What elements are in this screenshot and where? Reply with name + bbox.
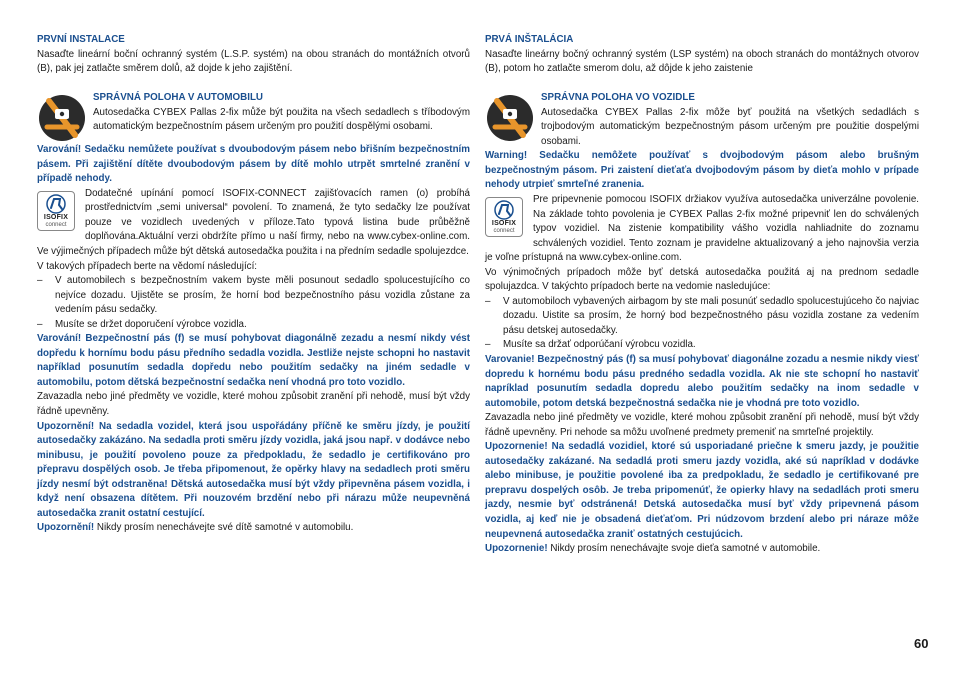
cz-isofix-block xyxy=(37,187,470,260)
sk-isofix-block xyxy=(485,193,919,266)
cz-isofix-text: Dodatečné upínání pomocí ISOFIX-CONNECT zajišťovacích ramen (o) probíhá prostřednictvím „semi universal“ povolení. To znamená, že tyto sedačky lze používat pouze ve vozidlech uvedených v příloze.Tato typová listina bude průběžně doplňována.Aktuální verzi obdržíte přímo u naší firmy, nebo na www.cybex-online.com. Ve výjimečných případech může být dětská autosedačka použita i na předním sedadle spolujezdce. xyxy=(37,187,470,257)
sk-warning-belt-path: Varovanie! Bezpečnostný pás (f) sa musí pohybovať diagonálne zozadu a nesmie nikdy viesť dopredu k hornému bodu pásu predného sedadla vozidla. Ak nie ste schopní ho nastaviť napríklad posunutím sedadla dopredu alebo použitím sedačky na inom sedadle v automobile, potom detská bezpečnostná sedačka nie je vhodná pre toto vozidlo. xyxy=(485,353,919,409)
isofix-connect-icon xyxy=(37,191,75,231)
sk-warning-two-point: Warning! Sedačku nemôžete používať s dvojbodovým pásom alebo brušným bezpečnostným pásom. Pri zaistení dieťaťa dvojbodovým pásom by dieťa mohlo v prípade nehody utrpieť smrteľné zranenia. xyxy=(485,150,919,191)
list-item: – V automobiloch vybavených airbagom by ste mali posunúť sedadlo spolucestujúceho čo najviac dozadu. Uistite sa prosím, že horný bod bezpečnostného pásu vozidla zostane za vedením pásu detskej autosedačky. xyxy=(485,295,919,336)
seatbelt-icon xyxy=(37,93,87,143)
slovak-column xyxy=(485,33,919,557)
sk-position-block xyxy=(485,91,919,149)
isofix-sub-label: connect xyxy=(45,221,67,228)
cz-warning-belt-path: Varování! Bezpečnostní pás (f) se musí pohybovat diagonálně zezadu a nesmí nikdy vést dopředu k hornímu bodu pásu předního sedadla vozidla. Jestliže nejste schopni ho nastavit například posunutím sedadla dopředu nebo použitím sedačky na jiném sedadle v automobilu, potom dětská bezpečnostní sedačka není vhodná pro toto vozidlo. xyxy=(37,333,470,388)
page-number: 60 xyxy=(914,636,929,651)
sk-isofix-text: Pre pripevnenie pomocou ISOFIX držiakov využíva autosedačka univerzálne povolenie. Na základe tohto povolenia je CYBEX Pallas 2-fix možné pripevniť len do schválených typov vozidiel. Na zistenie kompatibility vášho vozidla nahliadnite do zoznamu schválených vozidiel. Tento zoznam je pravidelne aktualizovaný a jeho najnovšia verzia je voľne prístupná na www.cybex-online.com. xyxy=(485,193,919,264)
sk-position-heading: SPRÁVNA POLOHA VO VOZIDLE xyxy=(541,92,695,104)
czech-column xyxy=(37,33,470,536)
seatbelt-icon xyxy=(485,93,535,143)
cz-section-title: PRVNÍ INSTALACE xyxy=(37,34,125,45)
sk-cases-text: Vo výnimočných prípadoch môže byť detská autosedačka použitá aj na prednom sedadle spolujazdca. V takýchto prípadoch berte na vedomie nasledujúce: xyxy=(485,266,919,293)
cz-intro-text: Nasaďte lineární boční ochranný systém (L.S.P. systém) na obou stranách do montážních otvorů (B), pak jej zatlačte směrem dolů, až dojde k jeho zajištění. xyxy=(37,48,470,75)
list-item: – V automobilech s bezpečnostním vakem byste měli posunout sedadlo spolucestujícího co nejvíce dozadu. Ujistěte se prosím, že horní bod bezpečnostního pásu vozidla zůstane za vedením pásu sedačky. xyxy=(37,275,470,316)
sk-section-title: PRVÁ INŠTALÁCIA xyxy=(485,34,574,45)
sk-caution-text: Upozornenie! Na sedadlá vozidiel, ktoré sú usporiadané priečne k smeru jazdy, je použitie autosedačky zakázané. Na sedadlá proti smeru jazdy vozidla, aké sú napríklad v dodávke alebo minibuse, je použitie povolené iba za predpokladu, že sedadlo je certifikované pre prepravu dospelých osôb. Je treba pripomenúť, že opierky hlavy na sedadlách proti smeru jazdy, nesmie byť odstránená! Detská autosedačka musí byť vždy pripevnená pásom vozidla, aj keď nie je obsadená dieťaťom. Pri núdzovom brzdení alebo pri náraze môže neupevnená autosedačka zraniť ostatných cestujúcich. xyxy=(485,441,919,540)
sk-position-text: Autosedačka CYBEX Pallas 2-fix môže byť použitá na všetkých sedadlách s trojbodovým automatickým bezpečnostným pásom určeným pre použitie dospelými osobami. xyxy=(541,106,919,147)
sk-luggage-text: Zavazadla nebo jiné předměty ve vozidle, které mohou způsobit zranění při nehodě, musí být vždy řádně upevněny. Pri nehode sa môžu uvoľnené predmety premeniť na smrteľné projektily. xyxy=(485,412,919,438)
cz-cases-intro: V takových případech berte na vědomí následující: xyxy=(37,260,258,272)
cz-position-text: Autosedačka CYBEX Pallas 2-fix může být použita na všech sedadlech s tříbodovým automatickým bezpečnostním pásem určeným pro použití dospělými osobami. xyxy=(93,106,470,133)
cz-position-block xyxy=(37,91,470,143)
cz-luggage-text: Zavazadla nebo jiné předměty ve vozidle, které mohou způsobit zranění při nehodě, musí být vždy řádně upevněny. xyxy=(37,391,470,417)
cz-final-note: Upozornění! Nikdy prosím nenechávejte své dítě samotné v automobilu. xyxy=(37,522,354,534)
isofix-sub-label: connect xyxy=(493,227,515,234)
list-item: – Musíte sa držať odporúčaní výrobcu vozidla. xyxy=(485,339,696,351)
cz-position-heading: SPRÁVNÁ POLOHA V AUTOMOBILU xyxy=(93,92,264,104)
isofix-connect-icon xyxy=(485,197,523,237)
sk-final-note: Upozornenie! Nikdy prosím nenechávajte svoje dieťa samotné v automobile. xyxy=(485,543,821,555)
isofix-seat-icon xyxy=(491,200,517,220)
cz-warning-two-point: Varování! Sedačku nemůžete používat s dvoubodovým pásem nebo břišním bezpečnostním pásem. Při zajištění dítěte dvoubodovým pásem by dítě mohlo utrpět smrtelné zranění v případě nehody. xyxy=(37,144,470,185)
list-item: – Musíte se držet doporučení výrobce vozidla. xyxy=(37,318,247,330)
cz-caution-text: Upozornění! Na sedadla vozidel, která jsou uspořádány příčně ke směru jízdy, je použití autosedačky zakázáno. Na sedadla proti směru jízdy vozidla, jaká jsou např. v dodávce nebo minibusu, je použití povoleno pouze za předpokladu, že sedadlo je certifikováno pro přepravu dospělých osob. Je třeba připomenout, že opěrky hlavy na sedadlech proti směru jízdy nesmí být odstraněna! Dětská autosedačka musí být vždy připevněna pásem vozidla, i když není obsazena dítětem. Při nouzovém brzdění nebo při nárazu může neupevněná autosedačka zranit ostatní cestující. xyxy=(37,420,470,519)
isofix-label: ISOFIX xyxy=(491,219,517,227)
isofix-label: ISOFIX xyxy=(43,213,69,221)
sk-intro-text: Nasaďte lineárny bočný ochranný systém (LSP systém) na oboch stranách do montážnych otvorov (B), potom ho zatlačte smerom dolu, až dôjde k jeho zaistenie xyxy=(485,48,919,75)
isofix-seat-icon xyxy=(43,194,69,214)
